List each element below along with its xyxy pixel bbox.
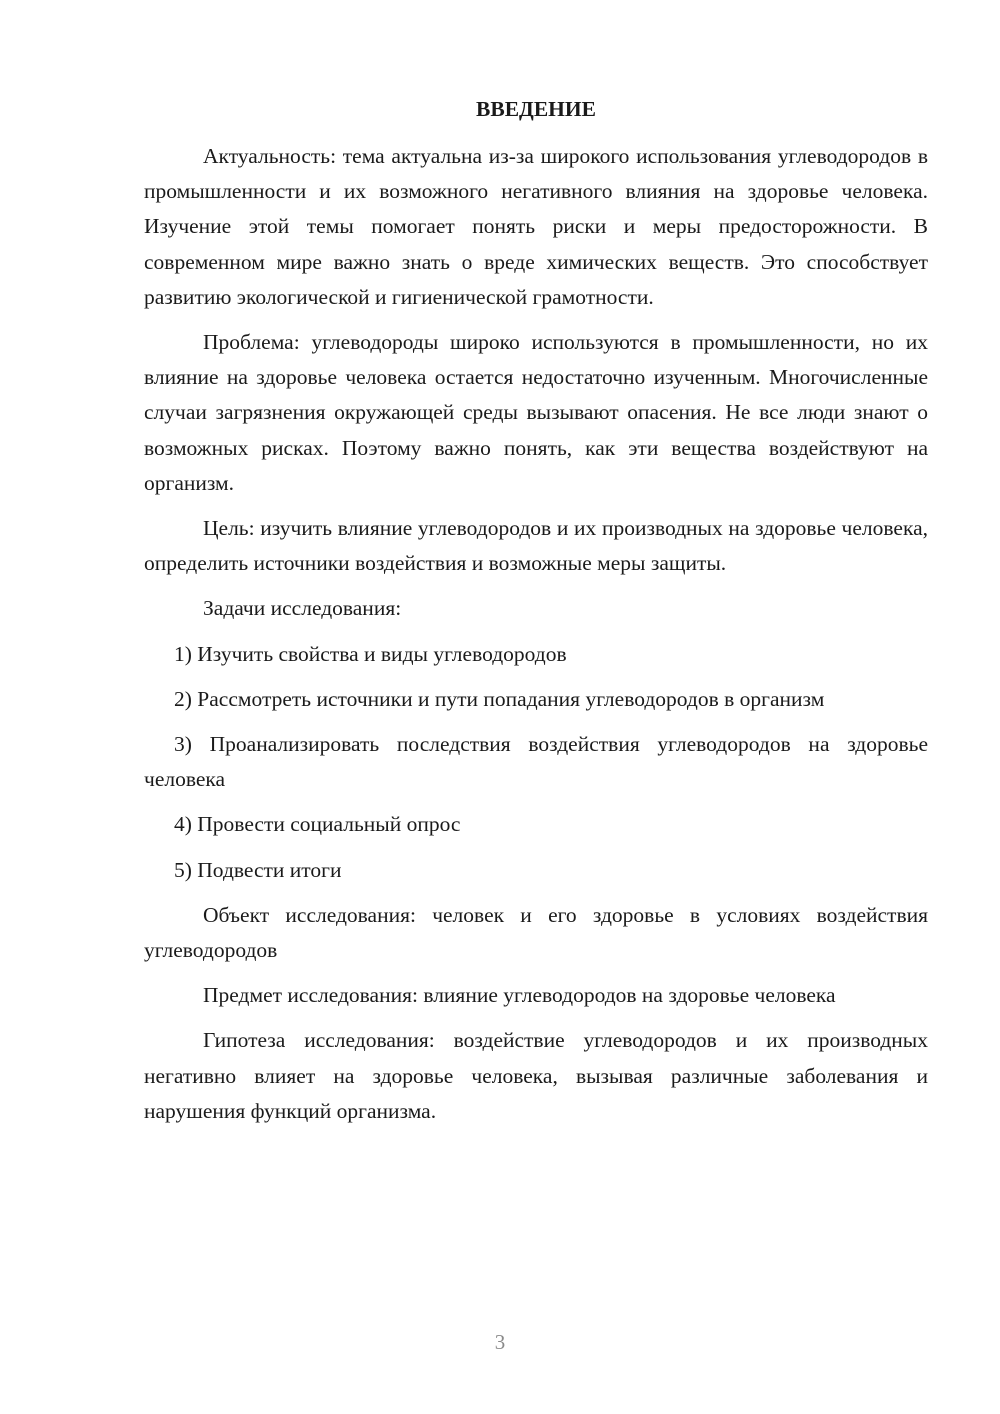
paragraph-goal: Цель: изучить влияние углеводородов и их производных на здоровье человека, определить источники воздействия и возможные меры защиты. [144, 516, 928, 576]
section-title: ВВЕДЕНИЕ [476, 97, 596, 121]
task-item-4: 4) Провести социальный опрос [174, 812, 461, 837]
task-item-1: 1) Изучить свойства и виды углеводородов [174, 641, 567, 666]
task-item-2: 2) Рассмотреть источники и пути попадания углеводородов в организм [174, 686, 825, 711]
task-item-5: 5) Подвести итоги [174, 857, 342, 882]
page-number: 3 [494, 1330, 506, 1354]
paragraph-object: Объект исследования: человек и его здоровье в условиях воздействия углеводородов [144, 902, 928, 963]
document-page [144, 88, 928, 1139]
paragraph-tasks-heading: Задачи исследования: [203, 596, 402, 621]
paragraph-relevance: Актуальность: тема актуальна из-за широкого использования углеводородов в промышленности и их возможного негативного влияния на здоровье человека. Изучение этой темы помогает понять риски и меры предосторожности. В современном мире важно знать о вреде химических веществ. Это способствует развитию экологической и гигиенической грамотности. [144, 144, 928, 309]
paragraph-subject: Предмет исследования: влияние углеводородов на здоровье человека [203, 983, 836, 1008]
paragraph-hypothesis: Гипотеза исследования: воздействие углеводородов и их производных негативно влияет на здоровье человека, вызывая различные заболевания и нарушения функций организма. [144, 1028, 928, 1123]
task-item-3: 3) Проанализировать последствия воздействия углеводородов на здоровье человека [144, 732, 928, 792]
paragraph-problem: Проблема: углеводороды широко используются в промышленности, но их влияние на здоровье человека остается недостаточно изученным. Многочисленные случаи загрязнения окружающей среды вызывают опасения. Не все люди знают о возможных рисках. Поэтому важно понять, как эти вещества воздействуют на организм. [144, 330, 928, 495]
